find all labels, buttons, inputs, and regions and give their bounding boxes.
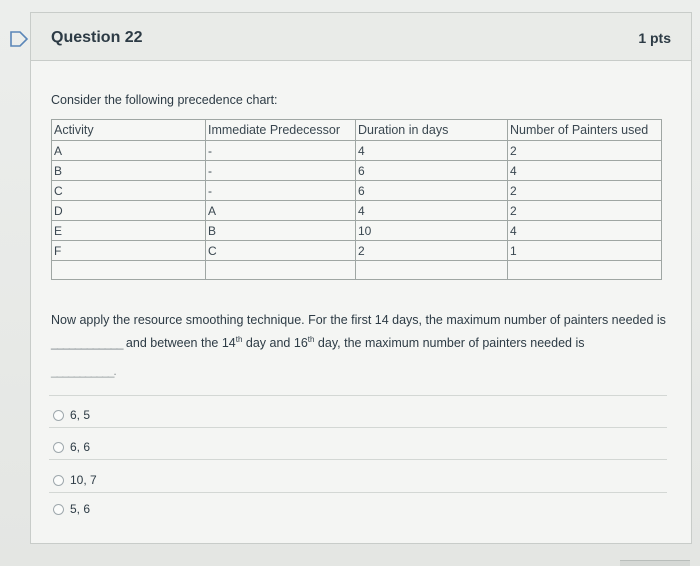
body-part2: and between the 14 (125, 336, 236, 351)
question-title: Question 22 (51, 29, 143, 46)
table-cell: 4 (356, 201, 508, 221)
table-row (52, 221, 662, 241)
divider (49, 395, 667, 396)
answer-option-2[interactable] (53, 438, 90, 456)
divider (49, 459, 667, 460)
table-cell: 2 (508, 201, 662, 221)
table-cell: F (52, 241, 206, 261)
body-sup2: th (307, 335, 315, 344)
table-cell: 10 (356, 221, 508, 241)
radio-button[interactable] (53, 475, 64, 486)
next-question-tab (620, 560, 690, 566)
table-cell: D (52, 201, 206, 221)
table-cell: 4 (356, 141, 508, 161)
table-cell: 2 (356, 241, 508, 261)
question-header (31, 13, 691, 61)
table-cell (356, 261, 508, 280)
body-part1: Now apply the resource smoothing technique. For the first 14 days, the maximum number of painters needed is (51, 313, 666, 327)
table-cell: B (206, 221, 356, 241)
table-cell: B (52, 161, 206, 181)
answer-blank-2: ___________. (51, 364, 116, 378)
table-row (52, 181, 662, 201)
radio-button[interactable] (53, 504, 64, 515)
table-cell: - (206, 161, 356, 181)
option-label: 5, 6 (70, 502, 91, 516)
table-cell: 6 (356, 161, 508, 181)
table-row (52, 241, 662, 261)
header-activity: Activity (52, 120, 206, 141)
table-cell: C (52, 181, 206, 201)
answer-blank-1: ____________ (51, 336, 123, 351)
radio-button[interactable] (53, 410, 64, 421)
table-cell (52, 261, 206, 280)
flag-question-icon[interactable] (8, 30, 30, 48)
table-row-empty (52, 261, 662, 280)
table-cell: 6 (356, 181, 508, 201)
header-duration: Duration in days (356, 120, 508, 141)
table-cell: C (206, 241, 356, 261)
body-sup1: th (235, 335, 243, 344)
precedence-table (51, 119, 662, 280)
header-predecessor: Immediate Predecessor (206, 120, 356, 141)
option-label: 6, 5 (70, 408, 91, 422)
body-part4: day, the maximum number of painters needed is (317, 336, 585, 351)
table-header-row (52, 120, 662, 141)
table-cell: - (206, 181, 356, 201)
table-row (52, 141, 662, 161)
table-row (52, 161, 662, 181)
table-cell: A (206, 201, 356, 221)
table-cell: 4 (508, 161, 662, 181)
option-label: 6, 6 (70, 440, 91, 454)
table-cell: 4 (508, 221, 662, 241)
answer-option-3[interactable] (53, 471, 97, 489)
header-painters: Number of Painters used (508, 120, 662, 141)
radio-button[interactable] (53, 442, 64, 453)
table-cell (206, 261, 356, 280)
question-points: 1 pts (638, 30, 671, 46)
table-cell: E (52, 221, 206, 241)
answer-option-1[interactable] (53, 406, 90, 424)
table-cell: 1 (508, 241, 662, 261)
divider (49, 492, 667, 493)
table-row (52, 201, 662, 221)
table-cell: A (52, 141, 206, 161)
answer-option-4[interactable] (53, 500, 90, 518)
table-cell (508, 261, 662, 280)
table-cell: 2 (508, 141, 662, 161)
question-body (51, 311, 671, 353)
body-part3: day and 16 (245, 336, 308, 351)
table-cell: 2 (508, 181, 662, 201)
question-card (30, 12, 692, 544)
divider (49, 427, 667, 428)
table-cell: - (206, 141, 356, 161)
option-label: 10, 7 (70, 473, 97, 487)
question-intro: Consider the following precedence chart: (51, 93, 278, 107)
